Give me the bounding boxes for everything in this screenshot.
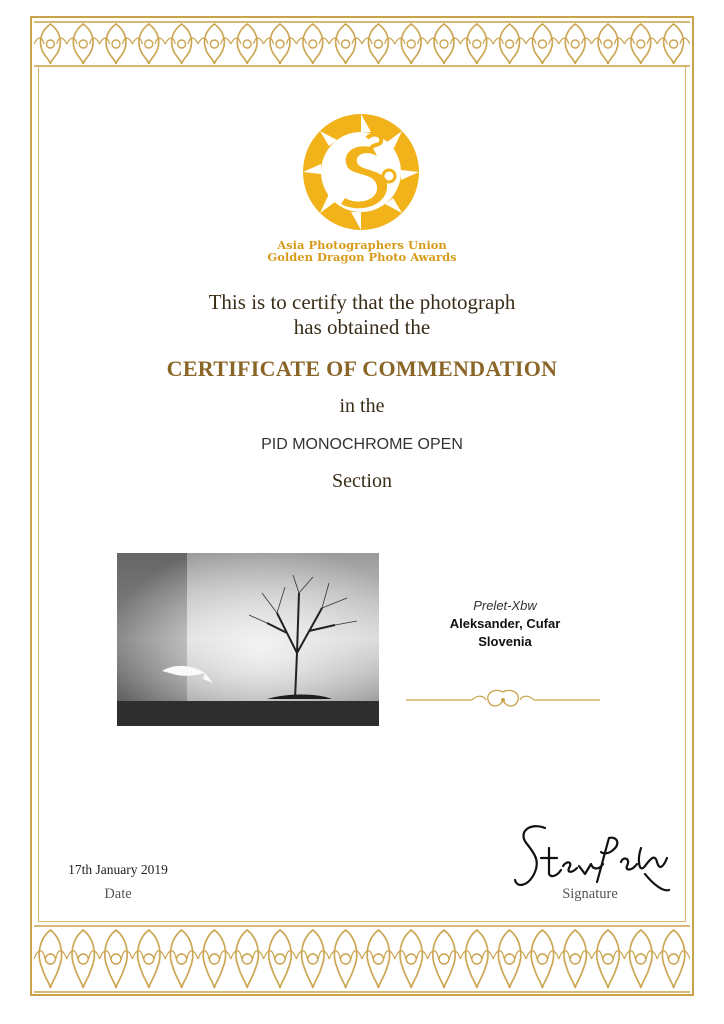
- winning-photograph: [117, 553, 379, 726]
- photographer-name: Aleksander, Cufar: [449, 616, 561, 631]
- ornamental-flourish-icon: [406, 686, 600, 714]
- photo-title: Prelet-Xbw: [473, 598, 537, 613]
- bottom-ornament-border: [34, 924, 690, 994]
- date-label: Date: [104, 886, 132, 902]
- award-date: 17th January 2019: [68, 862, 168, 877]
- award-program-name: Golden Dragon Photo Awards: [267, 250, 457, 264]
- organization-name: Asia Photographers Union: [277, 238, 447, 252]
- photographer-country: Slovenia: [478, 634, 532, 649]
- section-name: PID MONOCHROME OPEN: [261, 436, 463, 453]
- signature-label: Signature: [562, 886, 618, 902]
- certify-intro-line-1: This is to certify that the photograph: [208, 290, 516, 314]
- award-title: CERTIFICATE OF COMMENDATION: [166, 356, 558, 381]
- certify-intro-line-2: has obtained the: [293, 315, 431, 339]
- section-label: Section: [332, 470, 392, 492]
- golden-dragon-logo-icon: [297, 108, 425, 236]
- in-the-text: in the: [339, 395, 385, 417]
